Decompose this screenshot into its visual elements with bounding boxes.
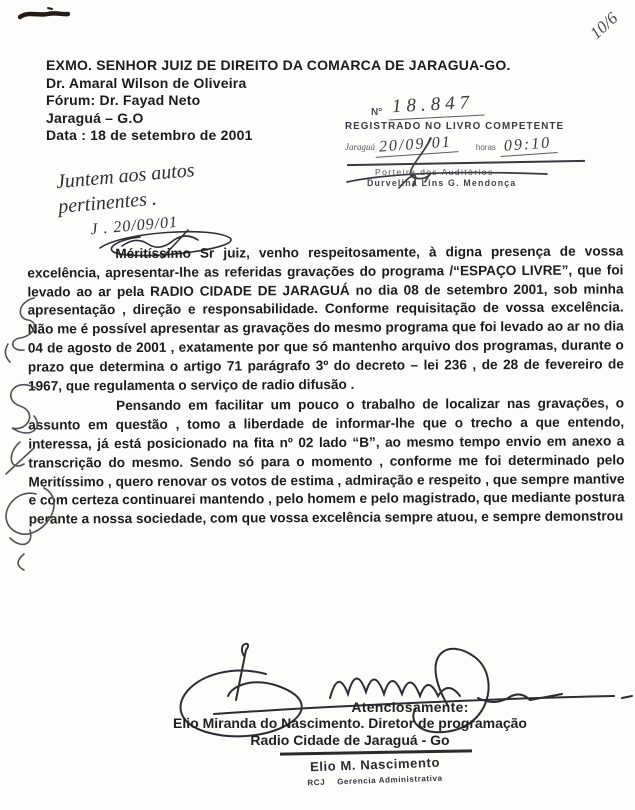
stamp-time-label: horas — [475, 143, 496, 152]
registration-stamp — [345, 94, 635, 188]
sender-stamp-name: Elio M. Nascimento — [309, 754, 441, 775]
stamp-clerk-name: Durvelina Lins G. Mendonça — [367, 178, 517, 188]
stamp-role-prefix: RCJ — [307, 777, 326, 788]
stamp-number-label: N° — [371, 107, 383, 118]
judge-handwritten-note — [55, 158, 200, 245]
stamp-date-value: 20/09/01 — [374, 133, 458, 158]
note-line-3: J . 20/09/01 — [89, 213, 179, 239]
note-line-2: pertinentes . — [57, 187, 158, 219]
stamp-number-value: 18.847 — [388, 91, 485, 120]
stamp-registered-text: REGISTRADO NO LIVRO COMPETENTE — [345, 121, 565, 132]
stamp-divider — [347, 160, 585, 166]
stamp-city-label: Jaraguá — [345, 142, 375, 152]
city-line: Jaraguá – G.O — [46, 109, 144, 126]
stamp-role-text: Gerencia Administrativa — [336, 773, 443, 787]
ink-smudge-icon — [18, 6, 70, 24]
stamp-number-row — [371, 94, 635, 118]
judge-name-line: Dr. Amaral Wilson de Oliveira — [46, 74, 247, 91]
date-line: Data : 18 de setembro de 2001 — [46, 127, 253, 144]
sender-organization: Radio Cidade de Jaraguá - Go — [250, 732, 450, 748]
sender-stamp-role — [275, 773, 475, 789]
body-paragraph-2: Pensando em facilitar um pouco o trabalho de localizar nas gravações, o assunto em questão , tomo a liberdade de informar-lhe que o trecho a que entendo, interessa, já está posicionado na fita nº 02 lado “B”, ao mesmo tempo envio em anexo a transcrição do mesmo. Sendo só para o momento , conforme me foi determinado pelo Meritíssimo , quero renovar os votos de estima , admiração e respeito , que sempre mantive e com certeza continuarei mantendo , pelo homem e pelo magistrado, que mediante postura perante a nossa sociedade, com que vossa excelência sempre atuou, e sempre demonstrou — [28, 395, 625, 527]
addressee-line: EXMO. SENHOR JUIZ DE DIREITO DA COMARCA DE JARAGUA-GO. — [46, 57, 511, 73]
forum-line: Fórum: Dr. Fayad Neto — [46, 92, 201, 109]
page-number-note: 10/6 — [586, 8, 622, 43]
sender-name-title: Elio Miranda do Nascimento. Diretor de programação — [173, 715, 527, 731]
stamp-date-row — [345, 133, 635, 156]
letter-body — [27, 242, 624, 529]
stamp-time-value: 09:10 — [499, 134, 558, 157]
stamp-clerk-title: Porteira dos Auditórios — [375, 167, 494, 177]
body-paragraph-1: Méritíssimo Sr juiz, venho respeitosamente, à digna presença de vossa excelência, apresentar-lhe as referidas gravações do programa /“ESPAÇO LIVRE”, que foi levado ao ar pela RADIO CIDADE DE JARAGUÁ no dia 08 de setembro 2001, sob minha apresentação , direção e responsabilidade. Conforme requisitação de vossa excelência. Não me é possível apresentar as gravações do mesmo programa que foi levado ao ar no dia 04 de agosto de 2001 , exatamente por que só mantenho arquivo dos programas, durante o prazo que determina o artigo 71 parágrafo 3º do decreto – lei 236 , de 28 de fevereiro de 1967, que regulamenta o serviço de radio difusão . — [27, 243, 624, 394]
note-line-1: Juntem aos autos — [55, 159, 196, 194]
closing-salutation: Atenciosamente: — [351, 699, 469, 715]
